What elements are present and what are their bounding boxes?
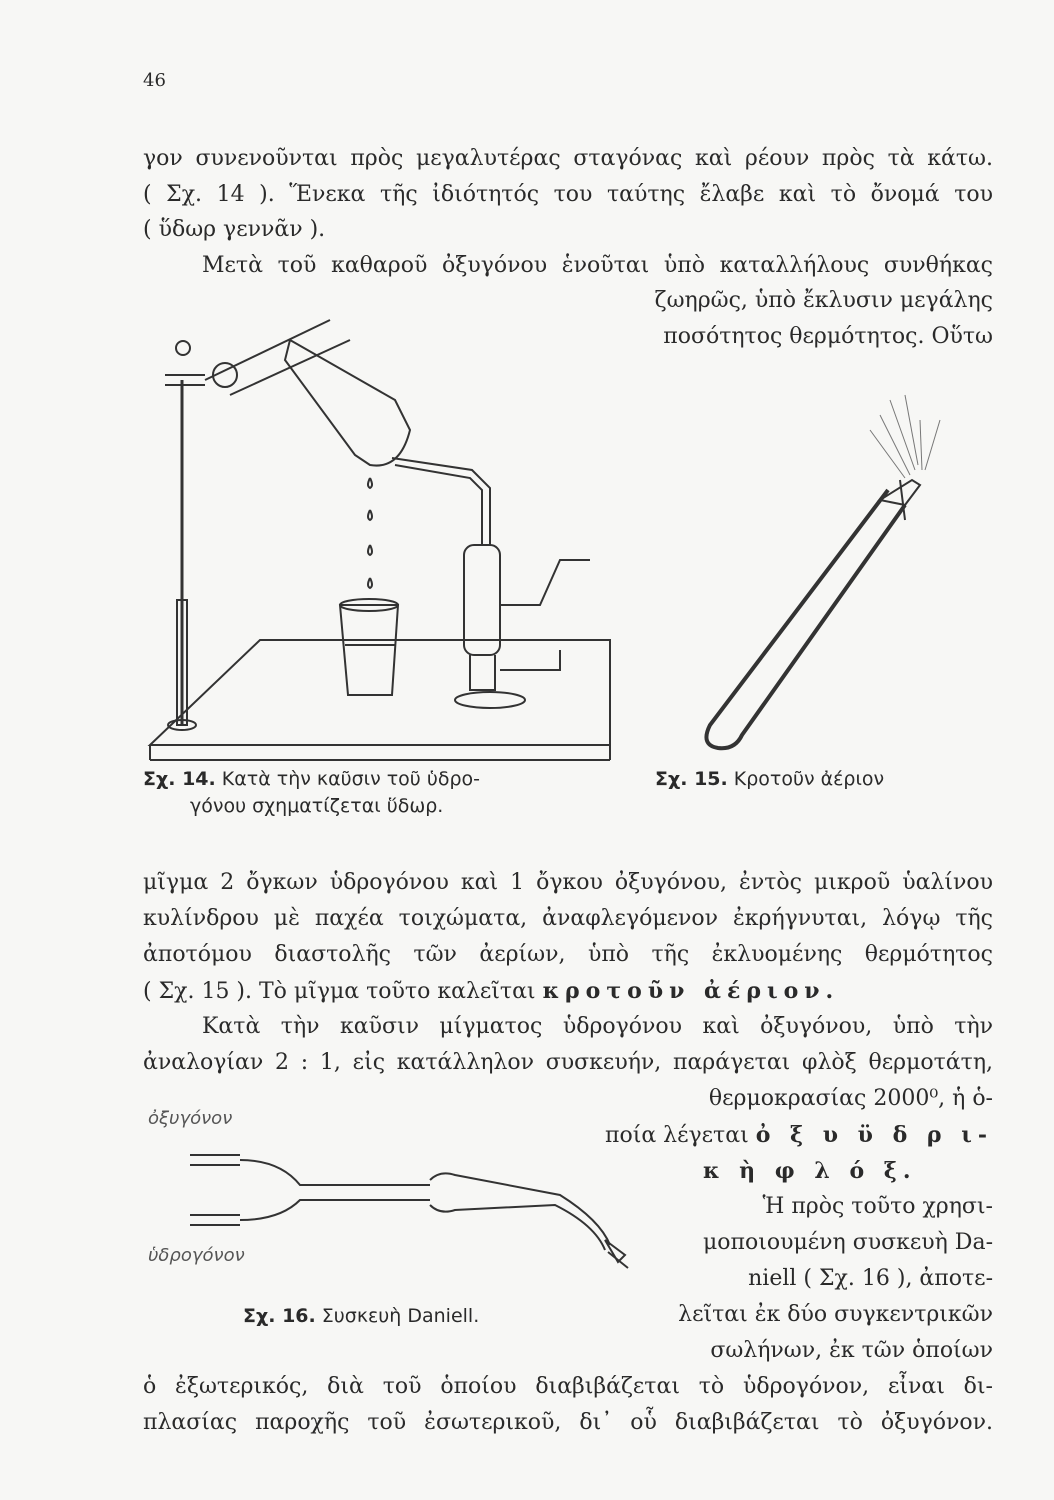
text-line: ζωηρῶς, ὑπὸ ἔκλυσιν μεγάλης xyxy=(654,288,993,313)
text-line: λεῖται ἐκ δύο συγκεντρικῶν xyxy=(678,1302,993,1327)
label-hydrogen: ὑδρογόνον xyxy=(148,1245,245,1266)
text-line xyxy=(143,980,839,1003)
text-line: ποσότητος θερμότητος. Οὕτω xyxy=(663,324,993,349)
emphasized-term: ὀ ξ υ ϋ δ ρ ι- xyxy=(755,1122,993,1148)
text-line: Ἡ πρὸς τοῦτο χρησι- xyxy=(762,1194,993,1219)
emphasized-term: κ ὴ φ λ ό ξ. xyxy=(703,1158,917,1184)
text-line: ὁ ἐξωτερικός, διὰ τοῦ ὁποίου διαβιβάζεται τὸ ὑδρογόνον, εἶναι δι- xyxy=(143,1374,993,1399)
figure-caption-text: Κατὰ τὴν καῦσιν τοῦ ὑδρο- xyxy=(221,768,480,790)
page-number: 46 xyxy=(143,70,166,91)
figure-caption xyxy=(655,768,884,790)
fig14-apparatus xyxy=(150,320,610,760)
text-line xyxy=(605,1124,993,1147)
text-line: θερμοκρασίας 2000⁰, ἡ ὁ- xyxy=(708,1086,993,1111)
label-oxygen: ὀξυγόνον xyxy=(148,1108,233,1129)
text-span: ποία λέγεται xyxy=(604,1123,749,1148)
figure-number: Σχ. 14. xyxy=(143,768,216,790)
fig15-test-tube xyxy=(706,395,940,748)
text-line: ἀναλογίαν 2 : 1, εἰς κατάλληλον συσκευήν, παράγεται φλὸξ θερμοτάτη, xyxy=(143,1050,993,1075)
figure-number: Σχ. 15. xyxy=(655,768,728,790)
fig16-daniell-burner xyxy=(190,1155,628,1268)
text-span: ( Σχ. 15 ). Τὸ μῖγμα τοῦτο καλεῖται xyxy=(143,979,536,1004)
text-line: Μετὰ τοῦ καθαροῦ ὀξυγόνου ἑνοῦται ὑπὸ καταλλήλους συνθήκας xyxy=(202,253,993,278)
text-line: πλασίας παροχῆς τοῦ ἐσωτερικοῦ, δι᾽ οὗ διαβιβάζεται τὸ ὀξυγόνον. xyxy=(143,1410,993,1435)
figure-caption-text: Συσκευὴ Daniell. xyxy=(321,1305,480,1327)
text-line: γον συνενοῦνται πρὸς μεγαλυτέρας σταγόνας καὶ ρέουν πρὸς τὰ κάτω. xyxy=(143,146,993,171)
text-line: μοποιουμένη συσκευὴ Da- xyxy=(702,1230,993,1255)
emphasized-term: κροτοῦν ἀέριον. xyxy=(542,978,840,1004)
figure-caption xyxy=(243,1305,479,1327)
figure-caption-text: γόνου σχηματίζεται ὕδωρ. xyxy=(190,795,444,817)
text-line: ἀποτόμου διαστολῆς τῶν ἀερίων, ὑπὸ τῆς ἐκλυομένης θερμότητος xyxy=(143,942,993,967)
text-line: niell ( Σχ. 16 ), ἀποτε- xyxy=(748,1266,993,1291)
text-line: ( Σχ. 14 ). Ἕνεκα τῆς ἰδιότητός του ταύτης ἔλαβε καὶ τὸ ὄνομά του xyxy=(143,182,993,207)
text-line: μῖγμα 2 ὄγκων ὑδρογόνου καὶ 1 ὄγκου ὀξυγόνου, ἐντὸς μικροῦ ὑαλίνου xyxy=(143,870,993,895)
figure-caption xyxy=(143,768,480,790)
figure-caption-text: Κροτοῦν ἀέριον xyxy=(733,768,885,790)
text-line: Κατὰ τὴν καῦσιν μίγματος ὑδρογόνου καὶ ὀξυγόνου, ὑπὸ τὴν xyxy=(202,1014,993,1039)
text-line: κυλίνδρου μὲ παχέα τοιχώματα, ἀναφλεγόμενον ἐκρήγνυται, λόγῳ τῆς xyxy=(143,906,993,931)
text-line: ( ὕδωρ γεννᾶν ). xyxy=(143,217,326,242)
text-line: σωλήνων, ἐκ τῶν ὁποίων xyxy=(710,1338,993,1363)
figure-number: Σχ. 16. xyxy=(243,1305,316,1327)
